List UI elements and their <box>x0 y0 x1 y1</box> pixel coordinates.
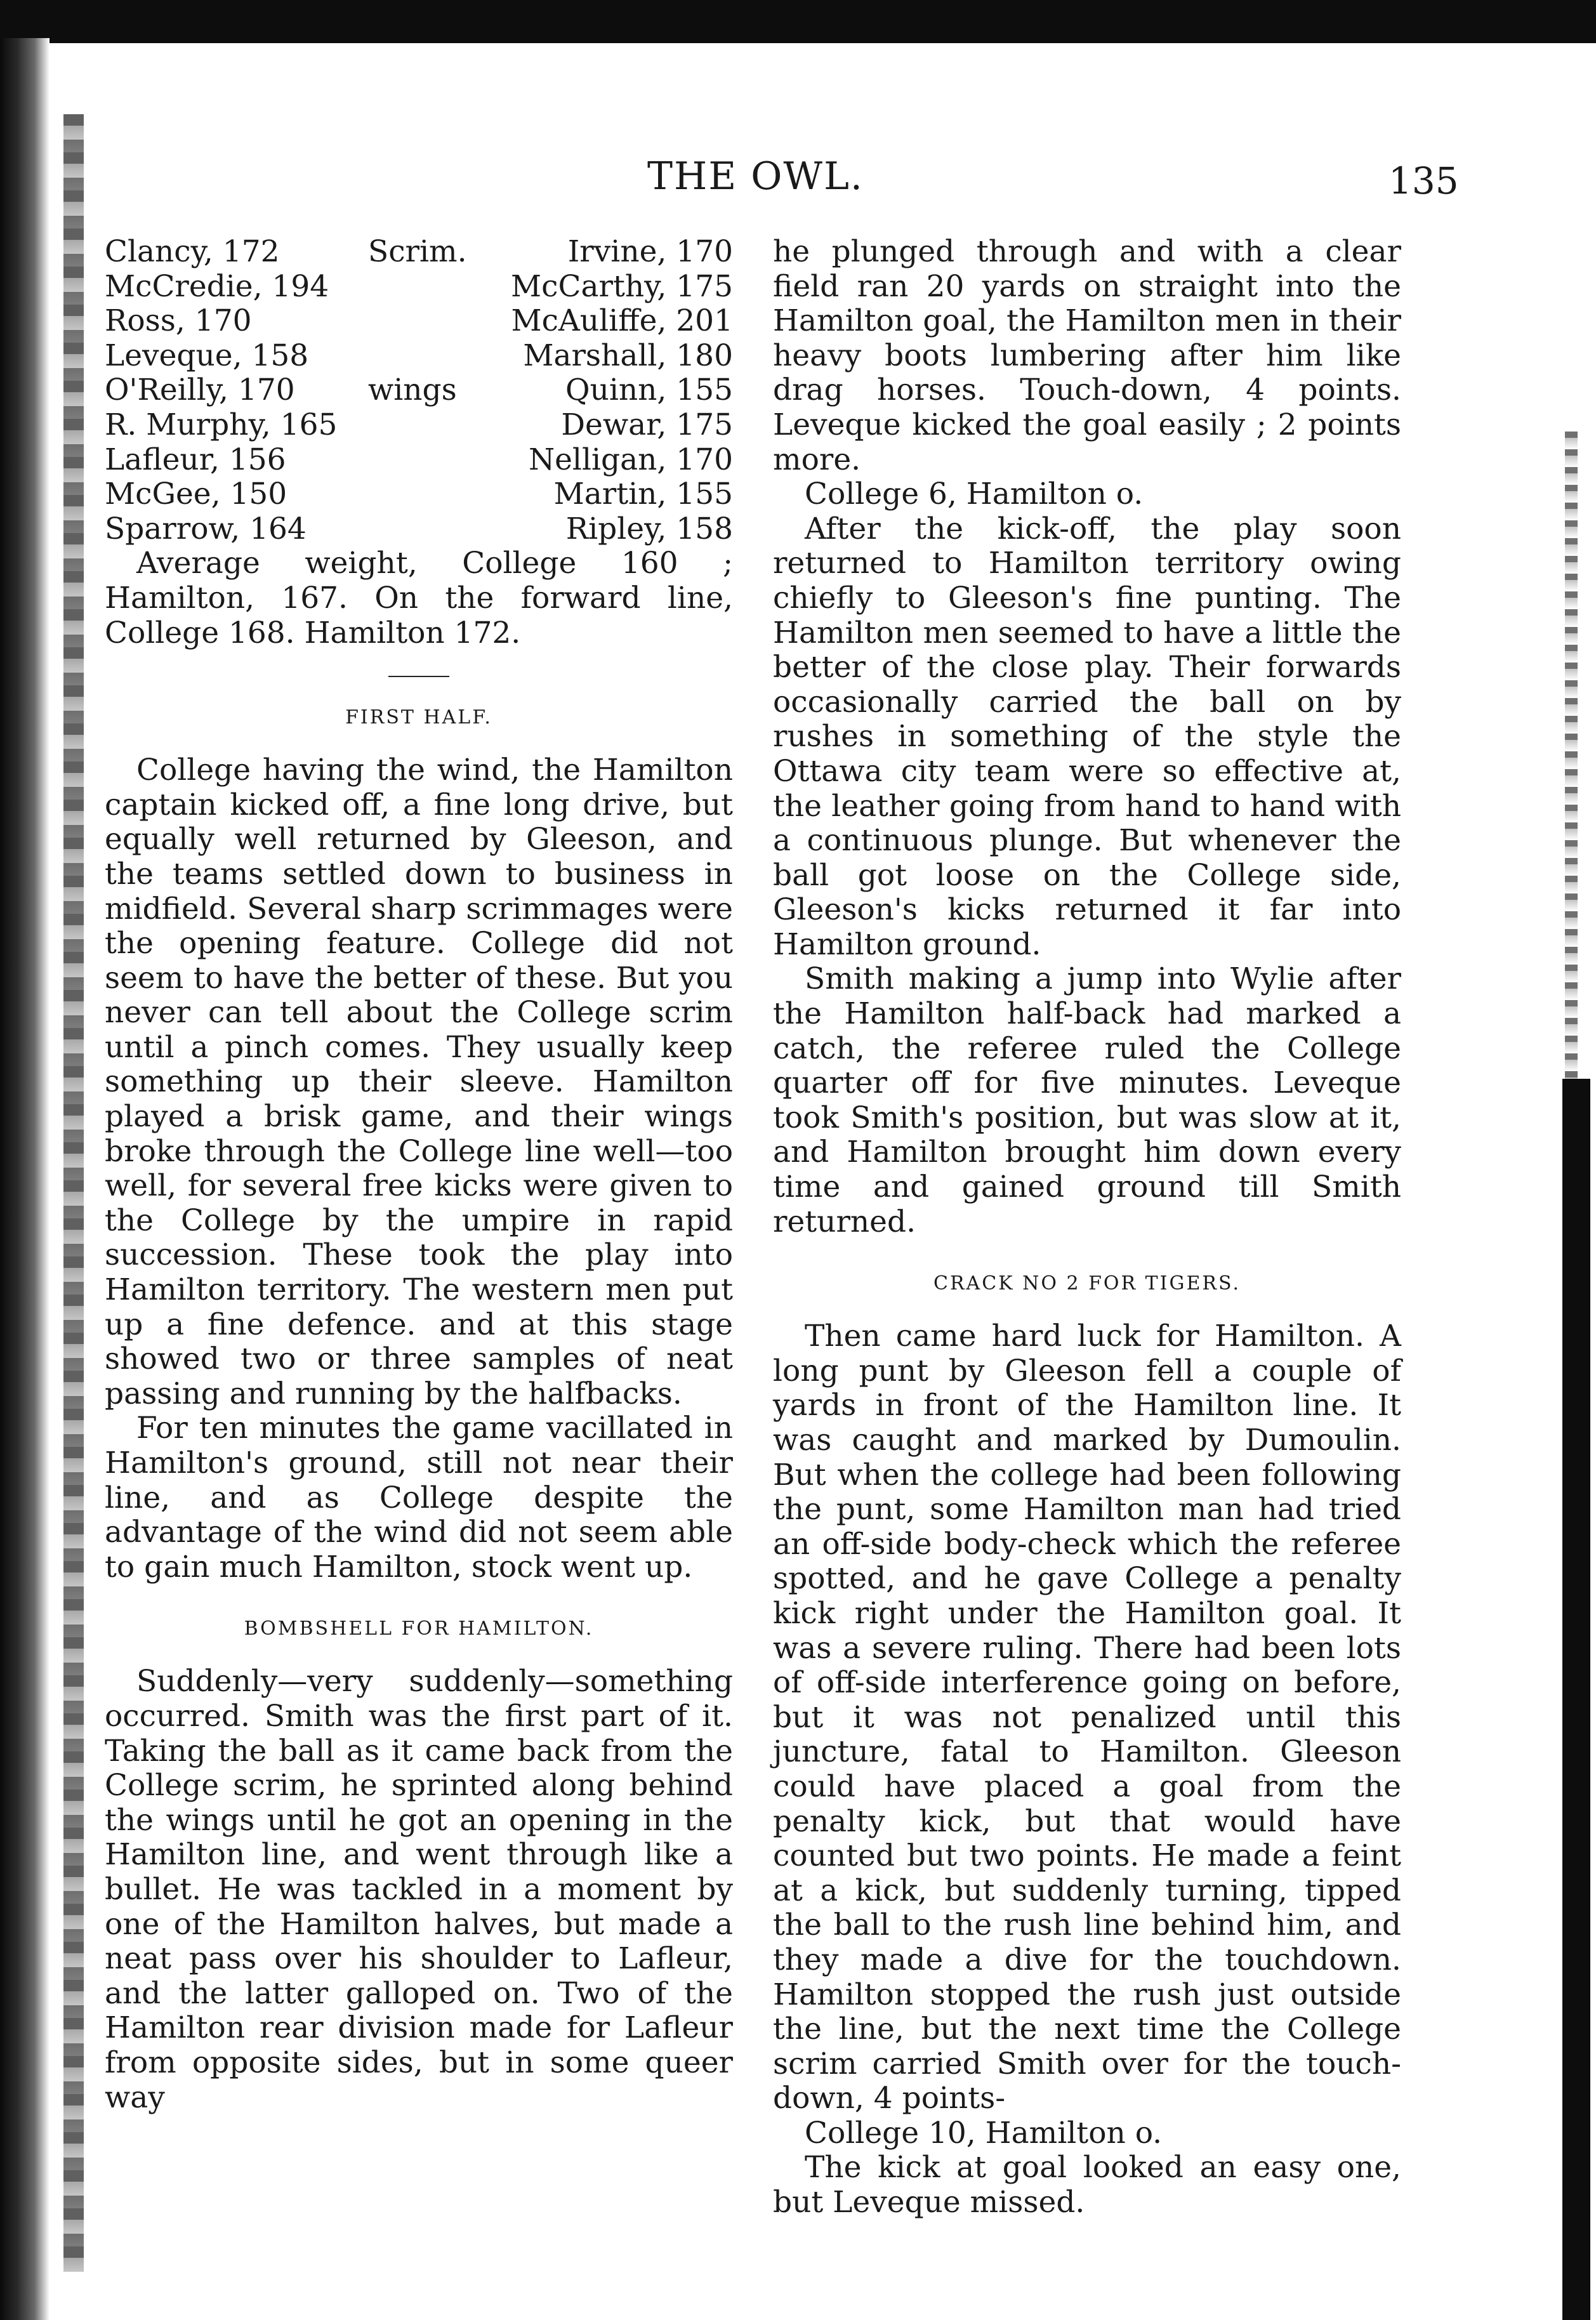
section-divider <box>388 676 449 677</box>
lineup-row <box>105 512 733 547</box>
right-column <box>773 235 1401 2220</box>
lineup-row <box>105 304 733 339</box>
section-heading-crack: CRACK NO 2 FOR TIGERS. <box>933 1272 1241 1295</box>
lineup-row <box>105 443 733 478</box>
lineup-row <box>105 339 733 374</box>
college-player: Ross, 170 <box>105 303 252 339</box>
college-player: McGee, 150 <box>105 477 287 512</box>
hamilton-player: Martin, 155 <box>553 477 733 512</box>
lineup-position: wings <box>368 372 457 408</box>
body-paragraph: The kick at goal looked an easy one, but Leveque missed. <box>773 2150 1401 2220</box>
running-title: THE OWL. <box>647 154 864 199</box>
body-paragraph: College having the wind, the Hamilton captain kicked off, a fine long drive, but equally well returned by Gleeson, and the teams settled down to business in midfield. Several sharp scrimmages were the opening feature. College did not seem to have the better of these. But you never can tell about the College scrim until a pinch comes. They usually keep something up their sleeve. Hamilton played a brisk game, and their wings broke through the College line well—too well, for several free kicks were given to the College by the umpire in rapid succession. These took the play into Hamilton territory. The western men put up a fine defence. and at this stage showed two or three samples of neat passing and running by the halfbacks. <box>105 753 733 1411</box>
body-paragraph: For ten minutes the game vacillated in Hamilton's ground, still not near their line, and as College despite the advantage of the wind did not seem able to gain much Hamilton, stock went up. <box>105 1411 733 1585</box>
lineup-position: Scrim. <box>368 234 467 269</box>
score-line: College 10, Hamilton o. <box>805 2115 1163 2151</box>
average-weights-paragraph: Average weight, College 160 ; Hamilton, 167. On the forward line, College 168. Hamilton 172. <box>105 546 733 650</box>
page-number: 135 <box>1388 159 1459 202</box>
college-player: Leveque, 158 <box>105 338 309 373</box>
hamilton-player: McCarthy, 175 <box>511 268 733 304</box>
scan-left-binding <box>63 114 84 2272</box>
scan-left-edge <box>0 38 49 2320</box>
body-paragraph: Then came hard luck for Hamilton. A long punt by Gleeson fell a couple of yards in front of the Hamilton line. It was caught and marked by Dumoulin. But when the college had been following the punt, some Hamilton man had tried an off-side body-check which the referee spotted, and he gave College a penalty kick right under the Hamilton goal. It was a severe ruling. There had been lots of off-side interference going on before, but it was not penalized until this juncture, fatal to Hamilton. Gleeson could have placed a goal from the penalty kick, but that would have counted but two points. He made a feint at a kick, but suddenly turning, tipped the ball to the rush line behind him, and they made a dive for the touchdown. Hamilton stopped the rush just outside the line, but the next time the College scrim carried Smith over for the touch-down, 4 points- <box>773 1319 1401 2116</box>
lineup-row <box>105 408 733 443</box>
hamilton-player: Quinn, 155 <box>565 372 733 408</box>
college-player: Lafleur, 156 <box>105 442 286 477</box>
section-heading-bombshell: BOMBSHELL FOR HAMILTON. <box>244 1618 594 1640</box>
college-player: O'Reilly, 170 <box>105 372 295 408</box>
hamilton-player: Nelligan, 170 <box>528 442 733 477</box>
hamilton-player: McAuliffe, 201 <box>511 303 733 339</box>
hamilton-player: Ripley, 158 <box>565 511 733 546</box>
lineup-row <box>105 373 733 408</box>
college-player: Sparrow, 164 <box>105 511 307 546</box>
section-heading-first-half: FIRST HALF. <box>345 706 492 729</box>
hamilton-player: Irvine, 170 <box>567 234 733 269</box>
lineup-table <box>105 235 733 546</box>
hamilton-player: Dewar, 175 <box>561 407 733 442</box>
lineup-row <box>105 270 733 305</box>
college-player: Clancy, 172 <box>105 234 280 269</box>
body-paragraph-continued: he plunged through and with a clear field ran 20 yards on straight into the Hamilton goal, the Hamilton men in their heavy boots lumbering after him like drag horses. Touch-down, 4 points. Leveque kicked the goal easily ; 2 points more. <box>773 234 1401 477</box>
scan-top-rule <box>0 0 1596 43</box>
body-paragraph: Suddenly—very suddenly—something occurred. Smith was the first part of it. Taking the ball as it came back from the College scrim, he sprinted along behind the wings until he got an opening in the Hamilton line, and went through like a bullet. He was tackled in a moment by one of the Hamilton halves, but made a neat pass over his shoulder to Lafleur, and the latter galloped on. Two of the Hamilton rear division made for Lafleur from opposite sides, but in some queer way <box>105 1664 733 2115</box>
college-player: McCredie, 194 <box>105 268 329 304</box>
lineup-row <box>105 235 733 270</box>
left-column <box>105 235 733 2115</box>
scan-right-edge <box>1562 1079 1590 2320</box>
scan-right-edge-faint <box>1565 432 1578 1079</box>
score-line: College 6, Hamilton o. <box>805 477 1144 512</box>
page-header <box>0 154 1596 202</box>
hamilton-player: Marshall, 180 <box>523 338 733 373</box>
body-paragraph: After the kick-off, the play soon returned to Hamilton territory owing chiefly to Gleeson's fine punting. The Hamilton men seemed to have a little the better of the close play. Their forwards occasionally carried the ball on by rushes in something of the style the Ottawa city team were so effective at, the leather going from hand to hand with a continuous plunge. But whenever the ball got loose on the College side, Gleeson's kicks returned it far into Hamilton ground. <box>773 511 1401 962</box>
body-paragraph: Smith making a jump into Wylie after the Hamilton half-back had marked a catch, the referee ruled the College quarter off for five minutes. Leveque took Smith's position, but was slow at it, and Hamilton brought him down every time and gained ground till Smith returned. <box>773 961 1401 1239</box>
college-player: R. Murphy, 165 <box>105 407 338 442</box>
lineup-row <box>105 477 733 512</box>
